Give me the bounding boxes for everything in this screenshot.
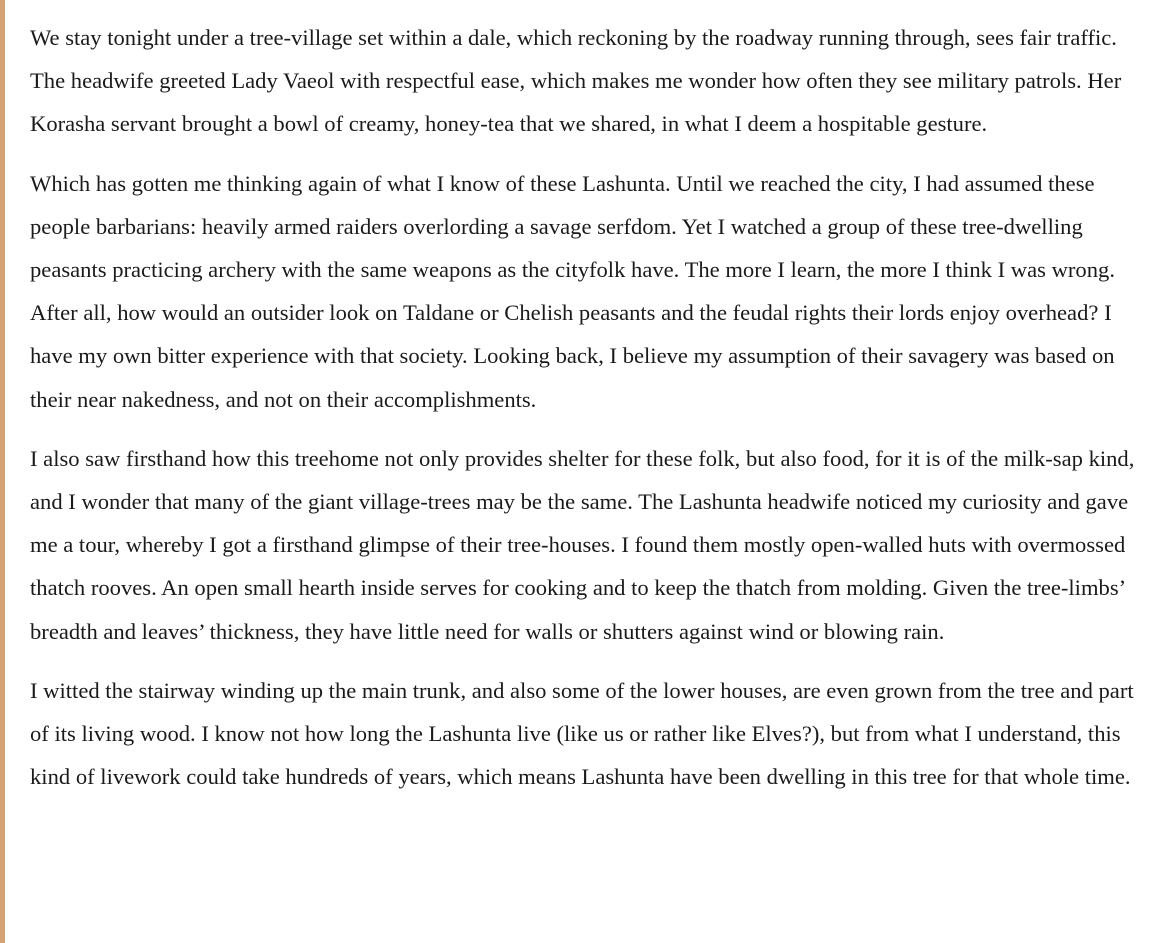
paragraph-4: I witted the stairway winding up the main trunk, and also some of the lower houses, are even grown from the tree and part of its living wood. I know not how long the Lashunta live (like us or rather like Elves?), but from what I understand, this kind of livework could take hundreds of years, which means Lashunta have been dwelling in this tree for that whole time.	[30, 677, 1134, 790]
journal-entry	[30, 16, 1140, 814]
paragraph-2: Which has gotten me thinking again of what I know of these Lashunta. Until we reached the city, I had assumed these people barbarians: heavily armed raiders overlording a savage serfdom. Yet I watched a group of these tree-dwelling peasants practicing archery with the same weapons as the cityfolk have. The more I learn, the more I think I was wrong. After all, how would an outsider look on Taldane or Chelish peasants and the feudal rights their lords enjoy overhead? I have my own bitter experience with that society. Looking back, I believe my assumption of their savagery was based on their near nakedness, and not on their accomplishments.	[30, 170, 1115, 412]
paragraph-1: We stay tonight under a tree-village set within a dale, which reckoning by the roadway running through, sees fair traffic. The headwife greeted Lady Vaeol with respectful ease, which makes me wonder how often they see military patrols. Her Korasha servant brought a bowl of creamy, honey-tea that we shared, in what I deem a hospitable gesture.	[30, 25, 1122, 137]
paragraph-3: I also saw firsthand how this treehome not only provides shelter for these folk, but also food, for it is of the milk-sap kind, and I wonder that many of the giant village-trees may be the same. The Lashunta headwife noticed my curiosity and gave me a tour, whereby I got a firsthand glimpse of their tree-houses. I found them mostly open-walled huts with overmossed thatch rooves. An open small hearth inside serves for cooking and to keep the thatch from molding. Given the tree-limbs’ breadth and leaves’ thickness, they have little need for walls or shutters against wind or blowing rain.	[30, 445, 1135, 644]
left-accent-rule	[0, 0, 5, 943]
